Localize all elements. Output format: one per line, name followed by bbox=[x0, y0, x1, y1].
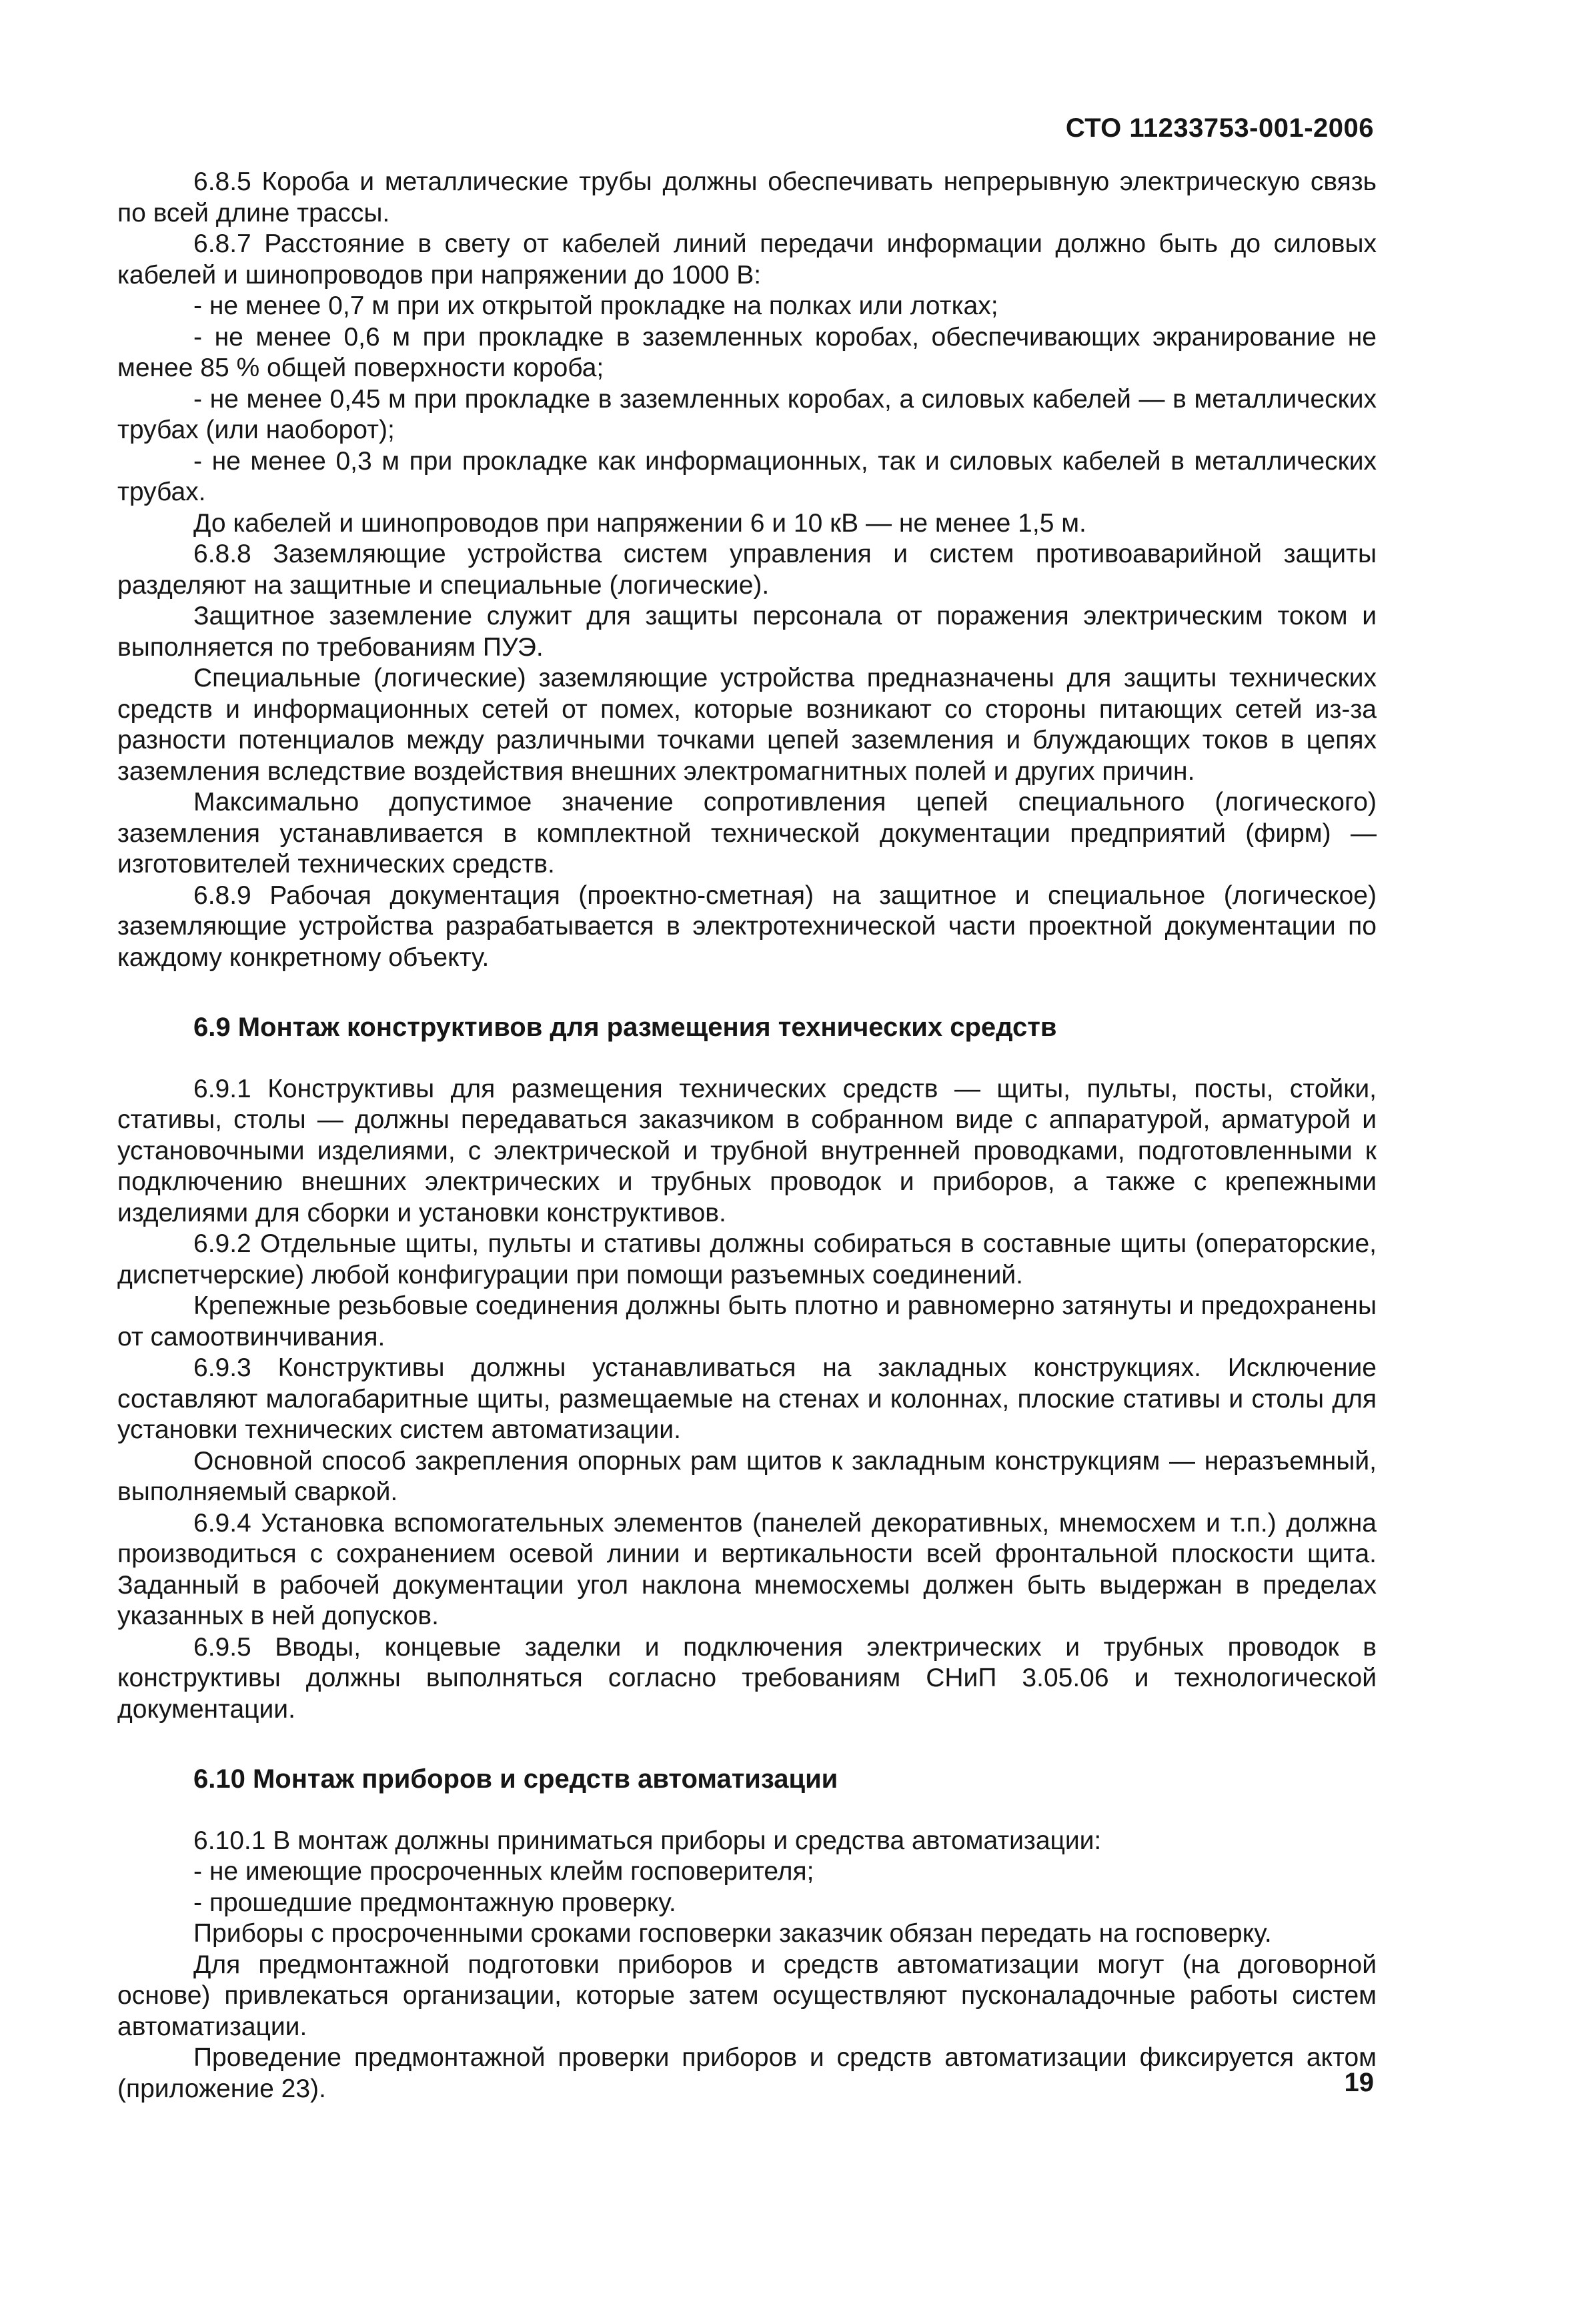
paragraph-max-resistance: Максимально допустимое значение сопротивления цепей специального (логического) заземления устанавливается в комплектной технической документации предприятий (фирм) — изготовителей технических средств. bbox=[117, 788, 1377, 879]
paragraph-protective-grounding: Защитное заземление служит для защиты персонала от поражения электрическим током и выполняется по требованиям ПУЭ. bbox=[117, 602, 1377, 662]
list-item: - прошедшие предмонтажную проверку. bbox=[193, 1888, 676, 1917]
paragraph-high-voltage-distance: До кабелей и шинопроводов при напряжении 6 и 10 кВ — не менее 1,5 м. bbox=[193, 508, 1086, 538]
paragraph-6-10-1: 6.10.1 В монтаж должны приниматься приборы и средства автоматизации: bbox=[193, 1826, 1102, 1855]
paragraph-6-9-4: 6.9.4 Установка вспомогательных элементов (панелей декоративных, мнемосхем и т.п.) должна производиться с сохранением осевой линии и вертикальности всей фронтальной плоскости щита. Заданный в рабочей документации угол наклона мнемосхемы должен быть выдержан в пределах указанных в ней допусков. bbox=[117, 1508, 1377, 1630]
paragraph-inspection-act: Проведение предмонтажной проверки приборов и средств автоматизации фиксируется актом (приложение 23). bbox=[117, 2043, 1377, 2103]
paragraph-special-grounding: Специальные (логические) заземляющие устройства предназначены для защиты технических средств и информационных сетей от помех, которые возникают со стороны питающих сетей из-за разности потенциалов между различными точками цепей заземления и блуждающих токов в цепях заземления вследствие воздействия внешних электромагнитных полей и других причин. bbox=[117, 664, 1377, 786]
list-item: - не менее 0,6 м при прокладке в заземленных коробах, обеспечивающих экранирование не менее 85 % общей поверхности короба; bbox=[117, 322, 1377, 382]
list-item: - не менее 0,7 м при их открытой прокладке на полках или лотках; bbox=[193, 292, 998, 320]
paragraph-6-8-8: 6.8.8 Заземляющие устройства систем управления и систем противоаварийной защиты разделяют на защитные и специальные (логические). bbox=[117, 540, 1377, 600]
document-code-header: СТО 11233753-001-2006 bbox=[1065, 113, 1374, 143]
page-number: 19 bbox=[1344, 2068, 1374, 2097]
paragraph-6-8-5: 6.8.5 Короба и металлические трубы должны обеспечивать непрерывную электрическую связь по всей длине трассы. bbox=[117, 167, 1377, 227]
paragraph-overdue-verification: Приборы с просроченными сроками госповерки заказчик обязан передать на госповерку. bbox=[193, 1919, 1272, 1948]
paragraph-6-8-9: 6.8.9 Рабочая документация (проектно-сметная) на защитное и специальное (логическое) заземляющие устройства разрабатывается в электротехнической части проектной документации по каждому конкретному объекту. bbox=[117, 881, 1377, 972]
section-heading-6-10: 6.10 Монтаж приборов и средств автоматизации bbox=[193, 1764, 838, 1794]
document-body bbox=[117, 167, 1377, 2105]
paragraph-6-8-7: 6.8.7 Расстояние в свету от кабелей линий передачи информации должно быть до силовых кабелей и шинопроводов при напряжении до 1000 В: bbox=[117, 229, 1377, 289]
paragraph-6-9-5: 6.9.5 Вводы, концевые заделки и подключения электрических и трубных проводок в конструктивы должны выполняться согласно требованиям СНиП 3.05.06 и технологической документации. bbox=[117, 1632, 1377, 1724]
paragraph-6-9-1: 6.9.1 Конструктивы для размещения технических средств — щиты, пульты, посты, стойки, стативы, столы — должны передаваться заказчиком в собранном виде с аппаратурой, арматурой и установочными изделиями, с электрической и трубной внутренней проводками, подготовленными к подключению внешних электрических и трубных проводок и приборов, а также с крепежными изделиями для сборки и установки конструктивов. bbox=[117, 1074, 1377, 1227]
paragraph-fastening-method: Основной способ закрепления опорных рам щитов к закладным конструкциям — неразъемный, выполняемый сваркой. bbox=[117, 1446, 1377, 1506]
paragraph-6-9-2: 6.9.2 Отдельные щиты, пульты и стативы должны собираться в составные щиты (операторские, диспетчерские) любой конфигурации при помощи разъемных соединений. bbox=[117, 1229, 1377, 1289]
list-item: - не имеющие просроченных клейм госповерителя; bbox=[193, 1857, 814, 1886]
list-item: - не менее 0,45 м при прокладке в заземленных коробах, а силовых кабелей — в металлических трубах (или наоборот); bbox=[117, 384, 1377, 444]
paragraph-threaded-joints: Крепежные резьбовые соединения должны быть плотно и равномерно затянуты и предохранены от самоотвинчивания. bbox=[117, 1291, 1377, 1351]
section-heading-6-9: 6.9 Монтаж конструктивов для размещения технических средств bbox=[193, 1013, 1057, 1042]
paragraph-6-9-3: 6.9.3 Конструктивы должны устанавливаться на закладных конструкциях. Исключение составляют малогабаритные щиты, размещаемые на стенах и колоннах, плоские стативы и столы для установки технических систем автоматизации. bbox=[117, 1353, 1377, 1444]
paragraph-pre-installation-prep: Для предмонтажной подготовки приборов и средств автоматизации могут (на договорной основе) привлекаться организации, которые затем осуществляют пусконаладочные работы систем автоматизации. bbox=[117, 1950, 1377, 2041]
list-item: - не менее 0,3 м при прокладке как информационных, так и силовых кабелей в металлических трубах. bbox=[117, 446, 1377, 506]
